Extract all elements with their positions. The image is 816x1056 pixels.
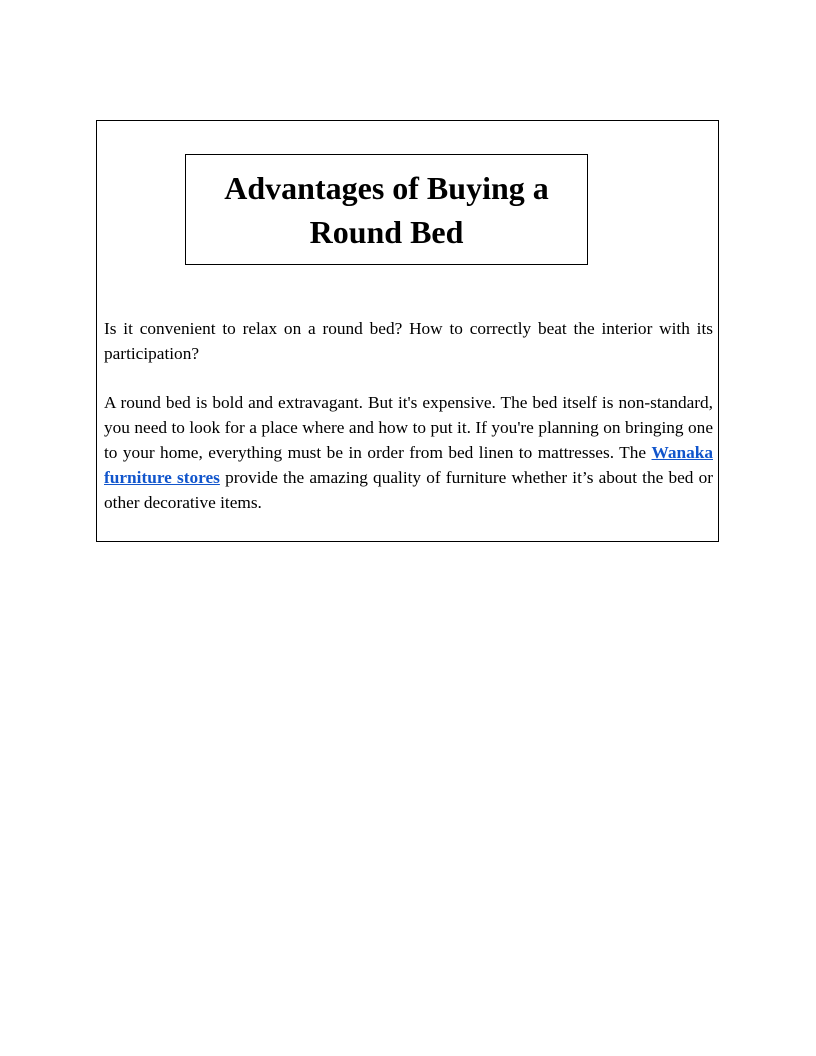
intro-paragraph: Is it convenient to relax on a round bed? How to correctly beat the interior with its participation? xyxy=(104,319,713,363)
main-paragraph xyxy=(104,390,713,515)
main-paragraph-end: provide the amazing quality of furniture whether it’s about the bed or other decorative items. xyxy=(104,468,713,512)
main-paragraph-start: A round bed is bold and extravagant. But it's expensive. The bed itself is non-standard, you need to look for a place where and how to put it. If you're planning on bringing one to your home, everything must be in order from bed linen to mattresses. The xyxy=(104,393,713,462)
content-frame xyxy=(96,120,719,542)
article-body xyxy=(104,316,713,515)
title-frame xyxy=(185,154,588,265)
page-title: Advantages of Buying a Round Bed xyxy=(224,169,549,250)
wanaka-furniture-stores-link[interactable]: Wanaka furniture stores xyxy=(104,443,713,487)
